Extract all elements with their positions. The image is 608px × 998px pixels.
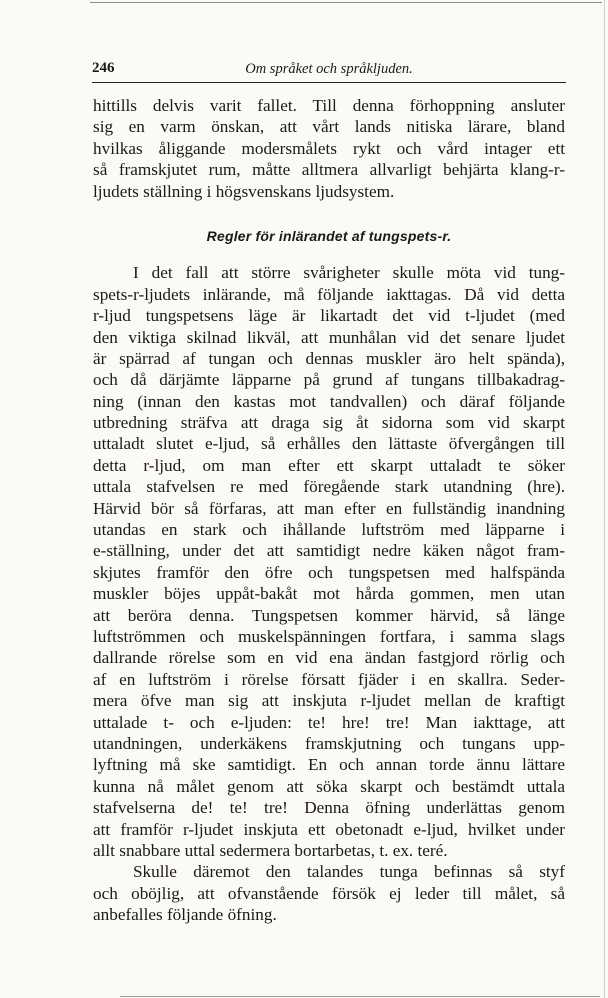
text-line: ning (innan den kastas mot tandvallen) och däraf följande: [93, 391, 565, 411]
top-edge-rule: [90, 2, 602, 3]
page-number: 246: [92, 60, 115, 76]
text-line: detta r-ljud, om man efter ett skarpt uttaladt te söker: [93, 455, 565, 475]
paragraph-closing: [93, 861, 565, 925]
text-line: utandas en stark och ihållande luftström med läpparne i: [93, 520, 565, 540]
text-line: så framskjutet rum, måtte alltmera allvarligt behjärta klang-r-: [93, 160, 565, 180]
text-line: dallrande rörelse som en vid ena ändan fastgjord rörlig och: [93, 648, 565, 668]
text-line: lyftning må ske samtidigt. En och annan torde ännu lättare: [93, 755, 565, 775]
text-line: uttala stafvelsen re med föregående stark utandning (hre).: [93, 477, 565, 497]
text-line: allt snabbare uttal sedermera bortarbetas, t. ex. teré.: [93, 840, 448, 860]
page-body: [93, 95, 565, 925]
text-line: hvilkas åliggande modersmålets rykt och vård intager ett: [93, 138, 565, 158]
text-line: spets-r-ljudets inlärande, må följande iakttagas. Då vid detta: [93, 284, 565, 304]
text-line: luftströmmen och muskelspänningen fortfara, i samma slags: [93, 626, 565, 646]
text-line: e-ställning, under det att samtidigt nedre käken något fram-: [93, 541, 565, 561]
text-line: att beröra denna. Tungspetsen kommer härvid, så länge: [93, 605, 565, 625]
text-line: stafvelserna de! te! tre! Denna öfning underlättas genom: [93, 798, 565, 818]
text-line: och oböjlig, att ofvanstående försök ej leder till målet, så: [93, 883, 565, 903]
text-line: ljudets ställning i högsvenskans ljudsystem.: [93, 181, 395, 201]
text-line: och då därjämte läpparne på grund af tungans tillbakadrag-: [93, 370, 565, 390]
text-line: muskler böjes uppåt-bakåt mot hårda gommen, men utan: [93, 584, 565, 604]
text-line: anbefalles följande öfning.: [93, 905, 277, 925]
text-line: kunna nå målet genom att söka skarpt och bestämdt uttala: [93, 776, 565, 796]
running-title: Om språket och språkljuden.: [245, 61, 413, 77]
text-line: uttalade t- och e-ljuden: te! hre! tre! Man iakttage, att: [93, 712, 565, 732]
text-line: utandningen, underkäkens framskjutning och tungans upp-: [93, 733, 565, 753]
text-line: uttaladt slutet e-ljud, så erhålles den lättaste öfvergången till: [93, 434, 565, 454]
section-heading: Regler för inlärandet af tungspets-r.: [206, 227, 452, 244]
text-line: r-ljud tungspetsens läge är likartadt det vid t-ljudet (med: [93, 306, 565, 326]
text-line: I det fall att större svårigheter skulle möta vid tung-: [133, 263, 565, 283]
text-line: Härvid bör så förfaras, att man efter en fullständig inandning: [93, 498, 565, 518]
page-header: [92, 60, 566, 82]
right-edge-rule: [604, 0, 605, 998]
text-line: den viktiga skilnad likväl, att munhålan vid det senare ljudet: [93, 327, 565, 347]
text-line: sig en varm önskan, att vårt lands nitiska lärare, bland: [93, 117, 565, 137]
text-line: mera öfve man sig att inskjuta r-ljudet mellan de kraftigt: [93, 691, 565, 711]
text-line: är spärrad af tungan och dennas muskler äro helt spända),: [93, 348, 565, 368]
header-rule: [92, 82, 566, 83]
text-line: att framför r-ljudet inskjuta ett obetonadt e-ljud, hvilket under: [93, 819, 565, 839]
text-line: Skulle däremot den talandes tunga befinnas så styf: [133, 862, 565, 882]
text-line: hittills delvis varit fallet. Till denna förhoppning ansluter: [93, 96, 565, 115]
paragraph-rules: [93, 262, 565, 861]
intro-paragraph: [93, 95, 565, 202]
text-line: skjutes framför den öfre och tungspetsen med halfspända: [93, 562, 565, 582]
text-line: utbredning sträfva att draga sig åt sidorna som vid skarpt: [93, 413, 565, 433]
text-line: af en luftström i rörelse försatt fjäder i en skallra. Seder-: [93, 669, 565, 689]
bottom-edge-rule: [120, 996, 600, 997]
